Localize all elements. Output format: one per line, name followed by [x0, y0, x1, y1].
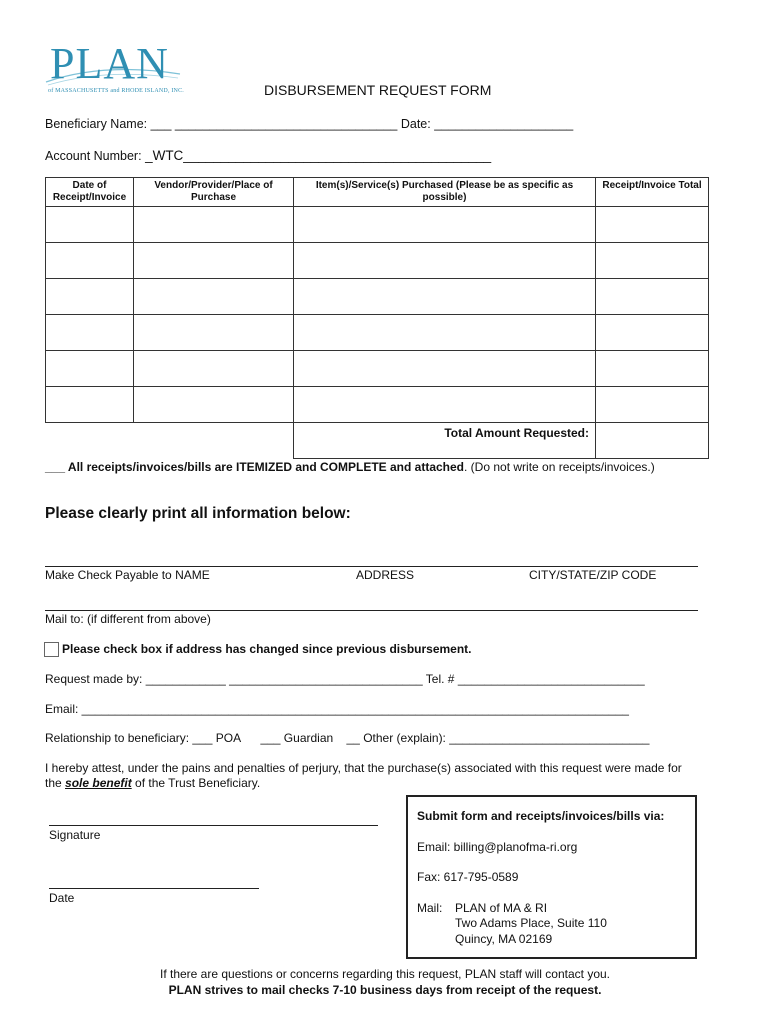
table-cell[interactable]	[46, 207, 134, 243]
table-cell[interactable]	[294, 387, 596, 423]
receipts-table	[45, 177, 709, 459]
request-made-by-line[interactable]: Request made by: ____________ _____________________________ Tel. # ____________________________	[45, 672, 645, 686]
date-line[interactable]	[49, 888, 259, 889]
signature-line[interactable]	[49, 825, 378, 826]
table-row	[46, 387, 709, 423]
col-date: Date of Receipt/Invoice	[46, 178, 134, 207]
table-row	[46, 243, 709, 279]
attestation-line1: I hereby attest, under the pains and penalties of perjury, that the purchase(s) associated with this request were made for	[45, 761, 682, 775]
table-row	[46, 351, 709, 387]
sole-benefit-emphasis: sole benefit	[65, 776, 132, 790]
table-cell[interactable]	[134, 315, 294, 351]
payee-name-label: Make Check Payable to NAME	[45, 568, 210, 582]
footer-note: If there are questions or concerns regarding this request, PLAN staff will contact you.	[159, 967, 610, 981]
empty-cell	[46, 423, 134, 459]
email-line[interactable]: Email: __________________________________________________________________________________	[45, 702, 629, 716]
table-cell[interactable]	[46, 279, 134, 315]
form-title: DISBURSEMENT REQUEST FORM	[264, 82, 492, 98]
account-number-field[interactable]: _WTC_________________________________________	[145, 148, 492, 163]
payee-address-label: ADDRESS	[356, 568, 415, 582]
mail-to-line[interactable]	[45, 610, 698, 611]
total-amount-label: Total Amount Requested:	[294, 423, 596, 459]
payee-line[interactable]	[45, 566, 698, 567]
signature-label: Signature	[49, 828, 101, 842]
table-cell[interactable]	[46, 387, 134, 423]
total-amount-field[interactable]	[596, 423, 709, 459]
relationship-line[interactable]: Relationship to beneficiary: ___ POA ___ Guardian __ Other (explain): ______________________________	[45, 731, 650, 745]
plan-logo	[44, 39, 184, 100]
table-row	[46, 315, 709, 351]
logo-text: PLAN	[50, 39, 169, 88]
table-cell[interactable]	[46, 243, 134, 279]
table-header-row	[46, 178, 709, 207]
payee-city-label: CITY/STATE/ZIP CODE	[529, 568, 657, 582]
table-cell[interactable]	[294, 315, 596, 351]
logo-subtext: of MASSACHUSETTS and RHODE ISLAND, INC.	[48, 88, 184, 94]
table-cell[interactable]	[596, 279, 709, 315]
table-row	[46, 279, 709, 315]
submit-email[interactable]: Email: billing@planofma-ri.org	[417, 840, 578, 854]
submit-mail-line3: Quincy, MA 02169	[455, 932, 553, 946]
col-items: Item(s)/Service(s) Purchased (Please be as specific as possible)	[294, 178, 596, 207]
col-vendor: Vendor/Provider/Place of Purchase	[134, 178, 294, 207]
table-cell[interactable]	[46, 351, 134, 387]
table-cell[interactable]	[596, 387, 709, 423]
table-cell[interactable]	[134, 207, 294, 243]
table-cell[interactable]	[596, 207, 709, 243]
account-number-row	[45, 148, 491, 163]
submit-fax: Fax: 617-795-0589	[417, 870, 519, 884]
print-heading: Please clearly print all information below:	[45, 505, 351, 522]
footer-mailing-note: PLAN strives to mail checks 7-10 business days from receipt of the request.	[168, 983, 602, 997]
col-total: Receipt/Invoice Total	[596, 178, 709, 207]
beneficiary-date-line[interactable]: Beneficiary Name: ___ ________________________________ Date: ____________________	[45, 117, 574, 131]
table-cell[interactable]	[46, 315, 134, 351]
address-changed-checkbox[interactable]	[44, 642, 59, 657]
address-changed-label: Please check box if address has changed since previous disbursement.	[62, 642, 472, 656]
table-cell[interactable]	[596, 243, 709, 279]
submit-mail-line2: Two Adams Place, Suite 110	[455, 916, 607, 930]
submit-box	[406, 795, 697, 959]
submit-mail-label: Mail:	[417, 901, 443, 915]
table-cell[interactable]	[294, 243, 596, 279]
table-cell[interactable]	[294, 279, 596, 315]
table-cell[interactable]	[596, 351, 709, 387]
itemized-checkline[interactable]: ___ All receipts/invoices/bills are ITEMIZED and COMPLETE and attached	[45, 460, 465, 474]
submit-mail-line1: PLAN of MA & RI	[455, 901, 548, 915]
total-row	[46, 423, 709, 459]
table-cell[interactable]	[134, 279, 294, 315]
itemized-statement	[45, 460, 655, 474]
attestation-line2	[45, 776, 260, 790]
attestation-pre: the	[45, 776, 66, 790]
table-cell[interactable]	[134, 351, 294, 387]
itemized-note: . (Do not write on receipts/invoices.)	[464, 460, 655, 474]
table-cell[interactable]	[134, 243, 294, 279]
submit-heading: Submit form and receipts/invoices/bills via:	[417, 809, 665, 823]
table-row	[46, 207, 709, 243]
empty-cell	[134, 423, 294, 459]
table-cell[interactable]	[596, 315, 709, 351]
account-number-label: Account Number:	[45, 149, 142, 163]
table-cell[interactable]	[294, 351, 596, 387]
attestation-post: of the Trust Beneficiary.	[131, 776, 261, 790]
mail-to-label: Mail to: (if different from above)	[45, 612, 211, 626]
table-cell[interactable]	[294, 207, 596, 243]
date-label: Date	[49, 891, 75, 905]
table-cell[interactable]	[134, 387, 294, 423]
